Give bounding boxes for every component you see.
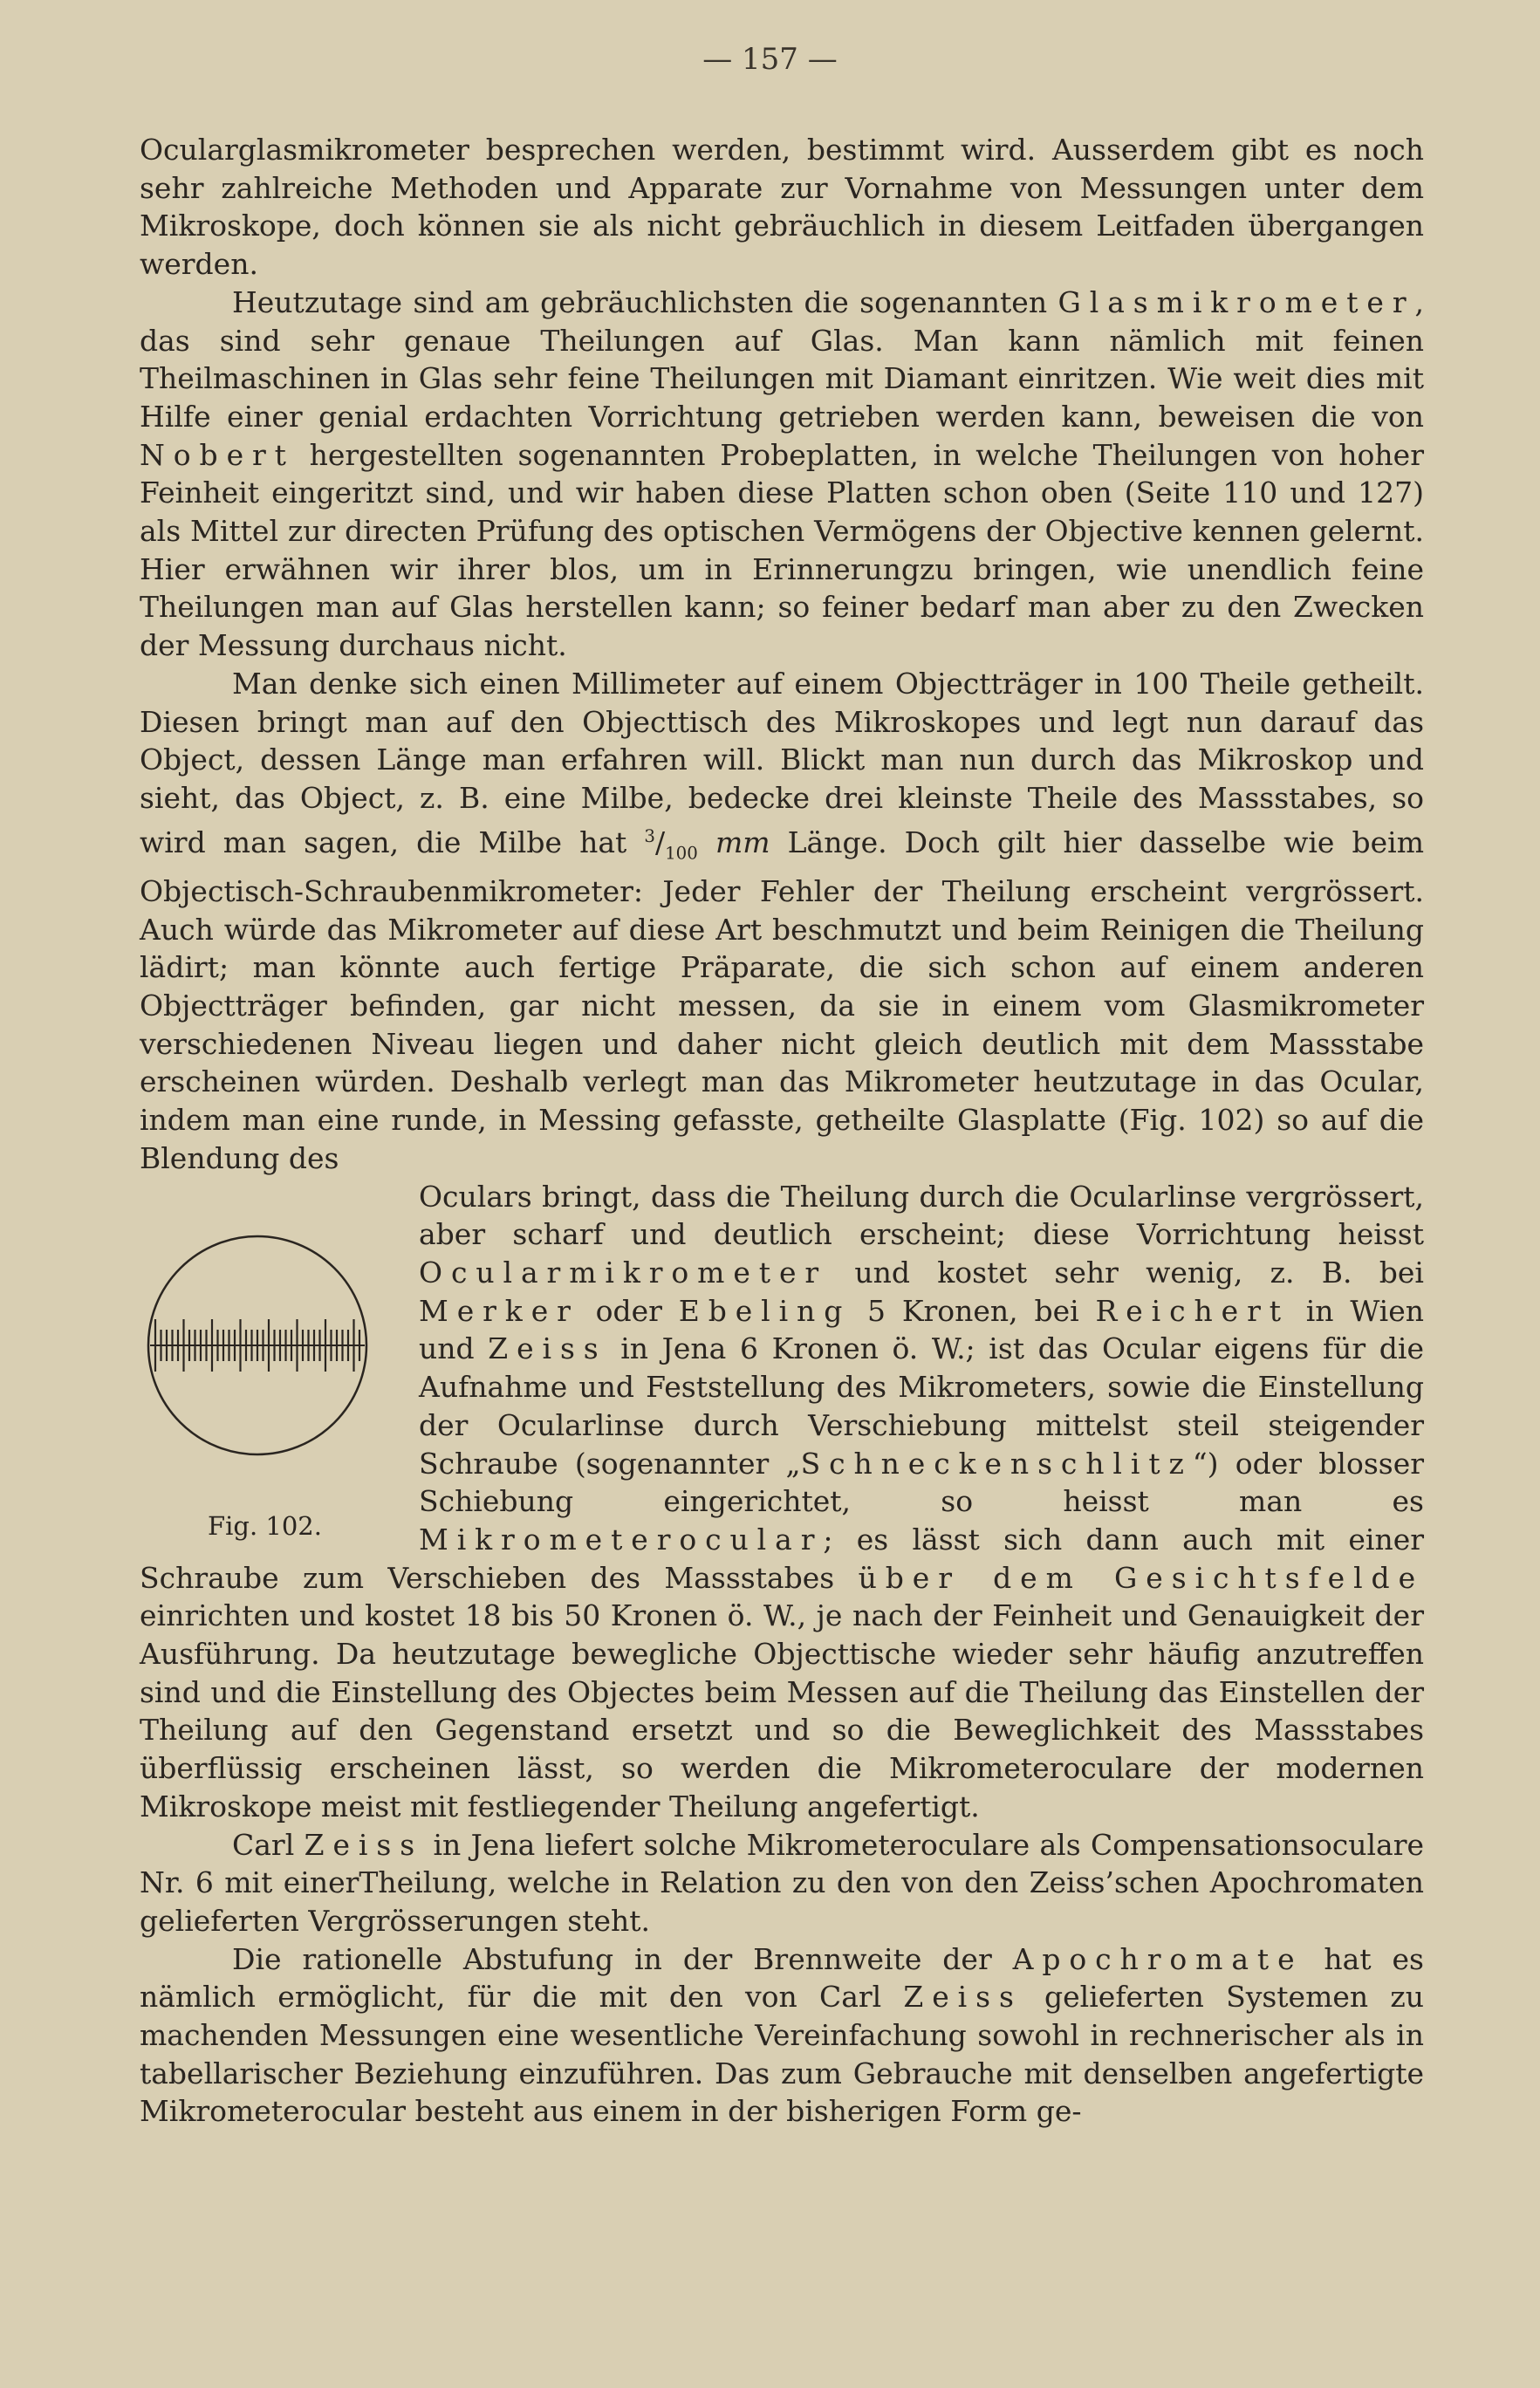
emphasis-glasmikrometer: Glasmikrometer <box>1057 284 1415 319</box>
text-run: oder <box>578 1293 679 1328</box>
text-run: in Jena liefert solche Mikrometeroculare als Compensationsoculare Nr. 6 mit einerTheilung, welche in Relation zu den von den Zeiss’schen Apochromaten gelieferten Vergrösserungen steht. <box>140 1827 1424 1938</box>
unit-mm: mm <box>715 825 770 859</box>
emphasis-zeiss: Zeiss <box>903 1980 1023 2015</box>
emphasis-zeiss: Zeiss <box>488 1331 607 1366</box>
text-run: in Wien und <box>419 1293 1424 1366</box>
text-run: ; es lässt sich dann auch mit einer Schraube zum Verschieben des Massstabes <box>140 1522 1424 1595</box>
fraction-numerator: 3 <box>644 825 655 846</box>
emphasis-ueber-dem-gesichtsfelde: über dem Gesichtsfelde <box>858 1560 1425 1595</box>
text-run: “) oder blosser Schiebung eingerichtet, so heisst man es <box>419 1446 1424 1519</box>
text-run: Länge. Doch gilt hier dasselbe wie beim Objectisch-Schraubenmikrometer: Jeder Fehler der Theilung erscheint vergrössert. Auch würde das Mikrometer auf diese Art beschmutzt und beim Reinigen die Theilung lädirt; man könnte auch fertige Präparate, die sich schon auf einem anderen Objectträger befinden, gar nicht messen, da sie in einem vom Glasmikrometer verschiedenen Niveau liegen und daher nicht gleich deutlich mit dem Massstabe erscheinen würden. Deshalb verlegt man das Mikrometer heutzutage in das Ocular, indem man eine runde, in Messing gefasste, getheilte Glasplatte (Fig. 102) so auf die Blendung des <box>140 825 1424 1175</box>
text-run: Die rationelle Abstufung in der Brennweite der <box>232 1941 1013 1976</box>
emphasis-mikrometerocular: Mikrometerocular <box>419 1522 824 1557</box>
emphasis-reichert: Reichert <box>1095 1293 1290 1328</box>
emphasis-apochromate: Apochromate <box>1012 1941 1304 1976</box>
text-run: in Jena 6 Kronen ö. W.; ist das Ocular eigens für die Aufnahme und Feststellung des Mikrometers, sowie die Einstellung der Ocularlinse durch Verschiebung mittelst steil steigender Schraube (sogenannter „ <box>419 1331 1424 1481</box>
emphasis-ocularmikrometer: Ocularmikrometer <box>419 1255 828 1290</box>
paragraph-5 <box>140 1826 1424 1940</box>
emphasis-schneckenschlitz: Schneckenschlitz <box>800 1446 1193 1481</box>
emphasis-nobert: Nobert <box>140 437 295 472</box>
fraction-3-100: $^3/_{100}$ <box>644 825 698 864</box>
text-run: Carl <box>232 1827 305 1862</box>
paragraph-6 <box>140 1940 1424 2131</box>
text-run: , das sind sehr genaue Theilungen auf Glas. Man kann nämlich mit feinen Theilmaschinen in Glas sehr feine Theilungen mit Diamant einritzen. Wie weit dies mit Hilfe einer genial erdachten Vorrichtung getrieben werden kann, beweisen die von <box>140 284 1424 434</box>
emphasis-zeiss: Zeiss <box>304 1827 424 1862</box>
ocular-micrometer-disc-illustration <box>140 1232 375 1485</box>
fraction-denominator: 100 <box>665 843 698 864</box>
text-run: Heutzutage sind am gebräuchlichsten die sogenannten <box>232 284 1058 319</box>
text-run: hat es nämlich ermöglicht, für die mit den von Carl <box>140 1941 1424 2015</box>
emphasis-merker: Merker <box>419 1293 579 1328</box>
paragraph-1: Ocularglasmikrometer besprechen werden, bestimmt wird. Ausserdem gibt es noch sehr zahlreiche Methoden und Apparate zur Vornahme von Messungen unter dem Mikroskope, doch können sie als nicht gebräuchlich in diesem Leitfaden übergangen werden. <box>140 133 1424 282</box>
body-text <box>140 131 1424 2131</box>
text-run: Man denke sich einen Millimeter auf einem Objectträger in 100 Theile getheilt. Diesen bringt man auf den Objecttisch des Mikroskopes und legt nun darauf das Object, dessen Länge man erfahren will. Blickt man nun durch das Mikroskop und sieht, das Object, z. B. eine Milbe, bedecke drei kleinste Theile des Massstabes, so wird man sagen, die Milbe hat <box>140 666 1424 859</box>
text-run: gelieferten Systemen zu machenden Messungen eine wesentliche Vereinfachung sowohl in rechnerischer als in tabellarischer Beziehung einzuführen. Das zum Gebrauche mit denselben angefertigte Mikrometerocular besteht aus einem in der bisherigen Form ge- <box>140 1980 1424 2129</box>
page-number: — 157 — <box>702 42 838 77</box>
emphasis-ebeling: Ebeling <box>678 1293 852 1328</box>
paragraph-2 <box>140 284 1424 665</box>
figure-caption: Fig. 102. <box>208 1510 322 1541</box>
text-run: und kostet sehr wenig, z. B. bei <box>827 1255 1424 1290</box>
paragraph-3 <box>140 665 1424 1178</box>
text-run: Oculars bringt, dass die Theilung durch die Ocularlinse vergrössert, aber scharf und deutlich erscheint; diese Vorrichtung heisst <box>419 1179 1424 1252</box>
figure-102 <box>140 1181 393 1557</box>
text-run: einrichten und kostet 18 bis 50 Kronen ö. W., je nach der Feinheit und Genauigkeit der Ausführung. Da heutzutage bewegliche Objecttische wieder sehr häufig anzutreffen sind und die Einstellung des Objectes beim Messen auf die Theilung das Einstellen der Theilung auf den Gegenstand ersetzt und so die Beweglichkeit des Massstabes überflüssig erscheinen lässt, so werden die Mikrometeroculare der modernen Mikroskope meist mit festliegender Theilung angefertigt. <box>140 1598 1424 1824</box>
text-run: hergestellten sogenannten Probeplatten, in welche Theilungen von hoher Feinheit eingeritzt sind, und wir haben diese Platten schon oben (Seite 110 und 127) als Mittel zur directen Prüfung des optischen Vermögens der Objective kennen gelernt. Hier erwähnen wir ihrer blos, um in Erinnerungzu bringen, wie unendlich feine Theilungen man auf Glas herstellen kann; so feiner bedarf man aber zu den Zwecken der Messung durchaus nicht. <box>140 437 1424 663</box>
text-run: 5 Kronen, bei <box>851 1293 1096 1328</box>
